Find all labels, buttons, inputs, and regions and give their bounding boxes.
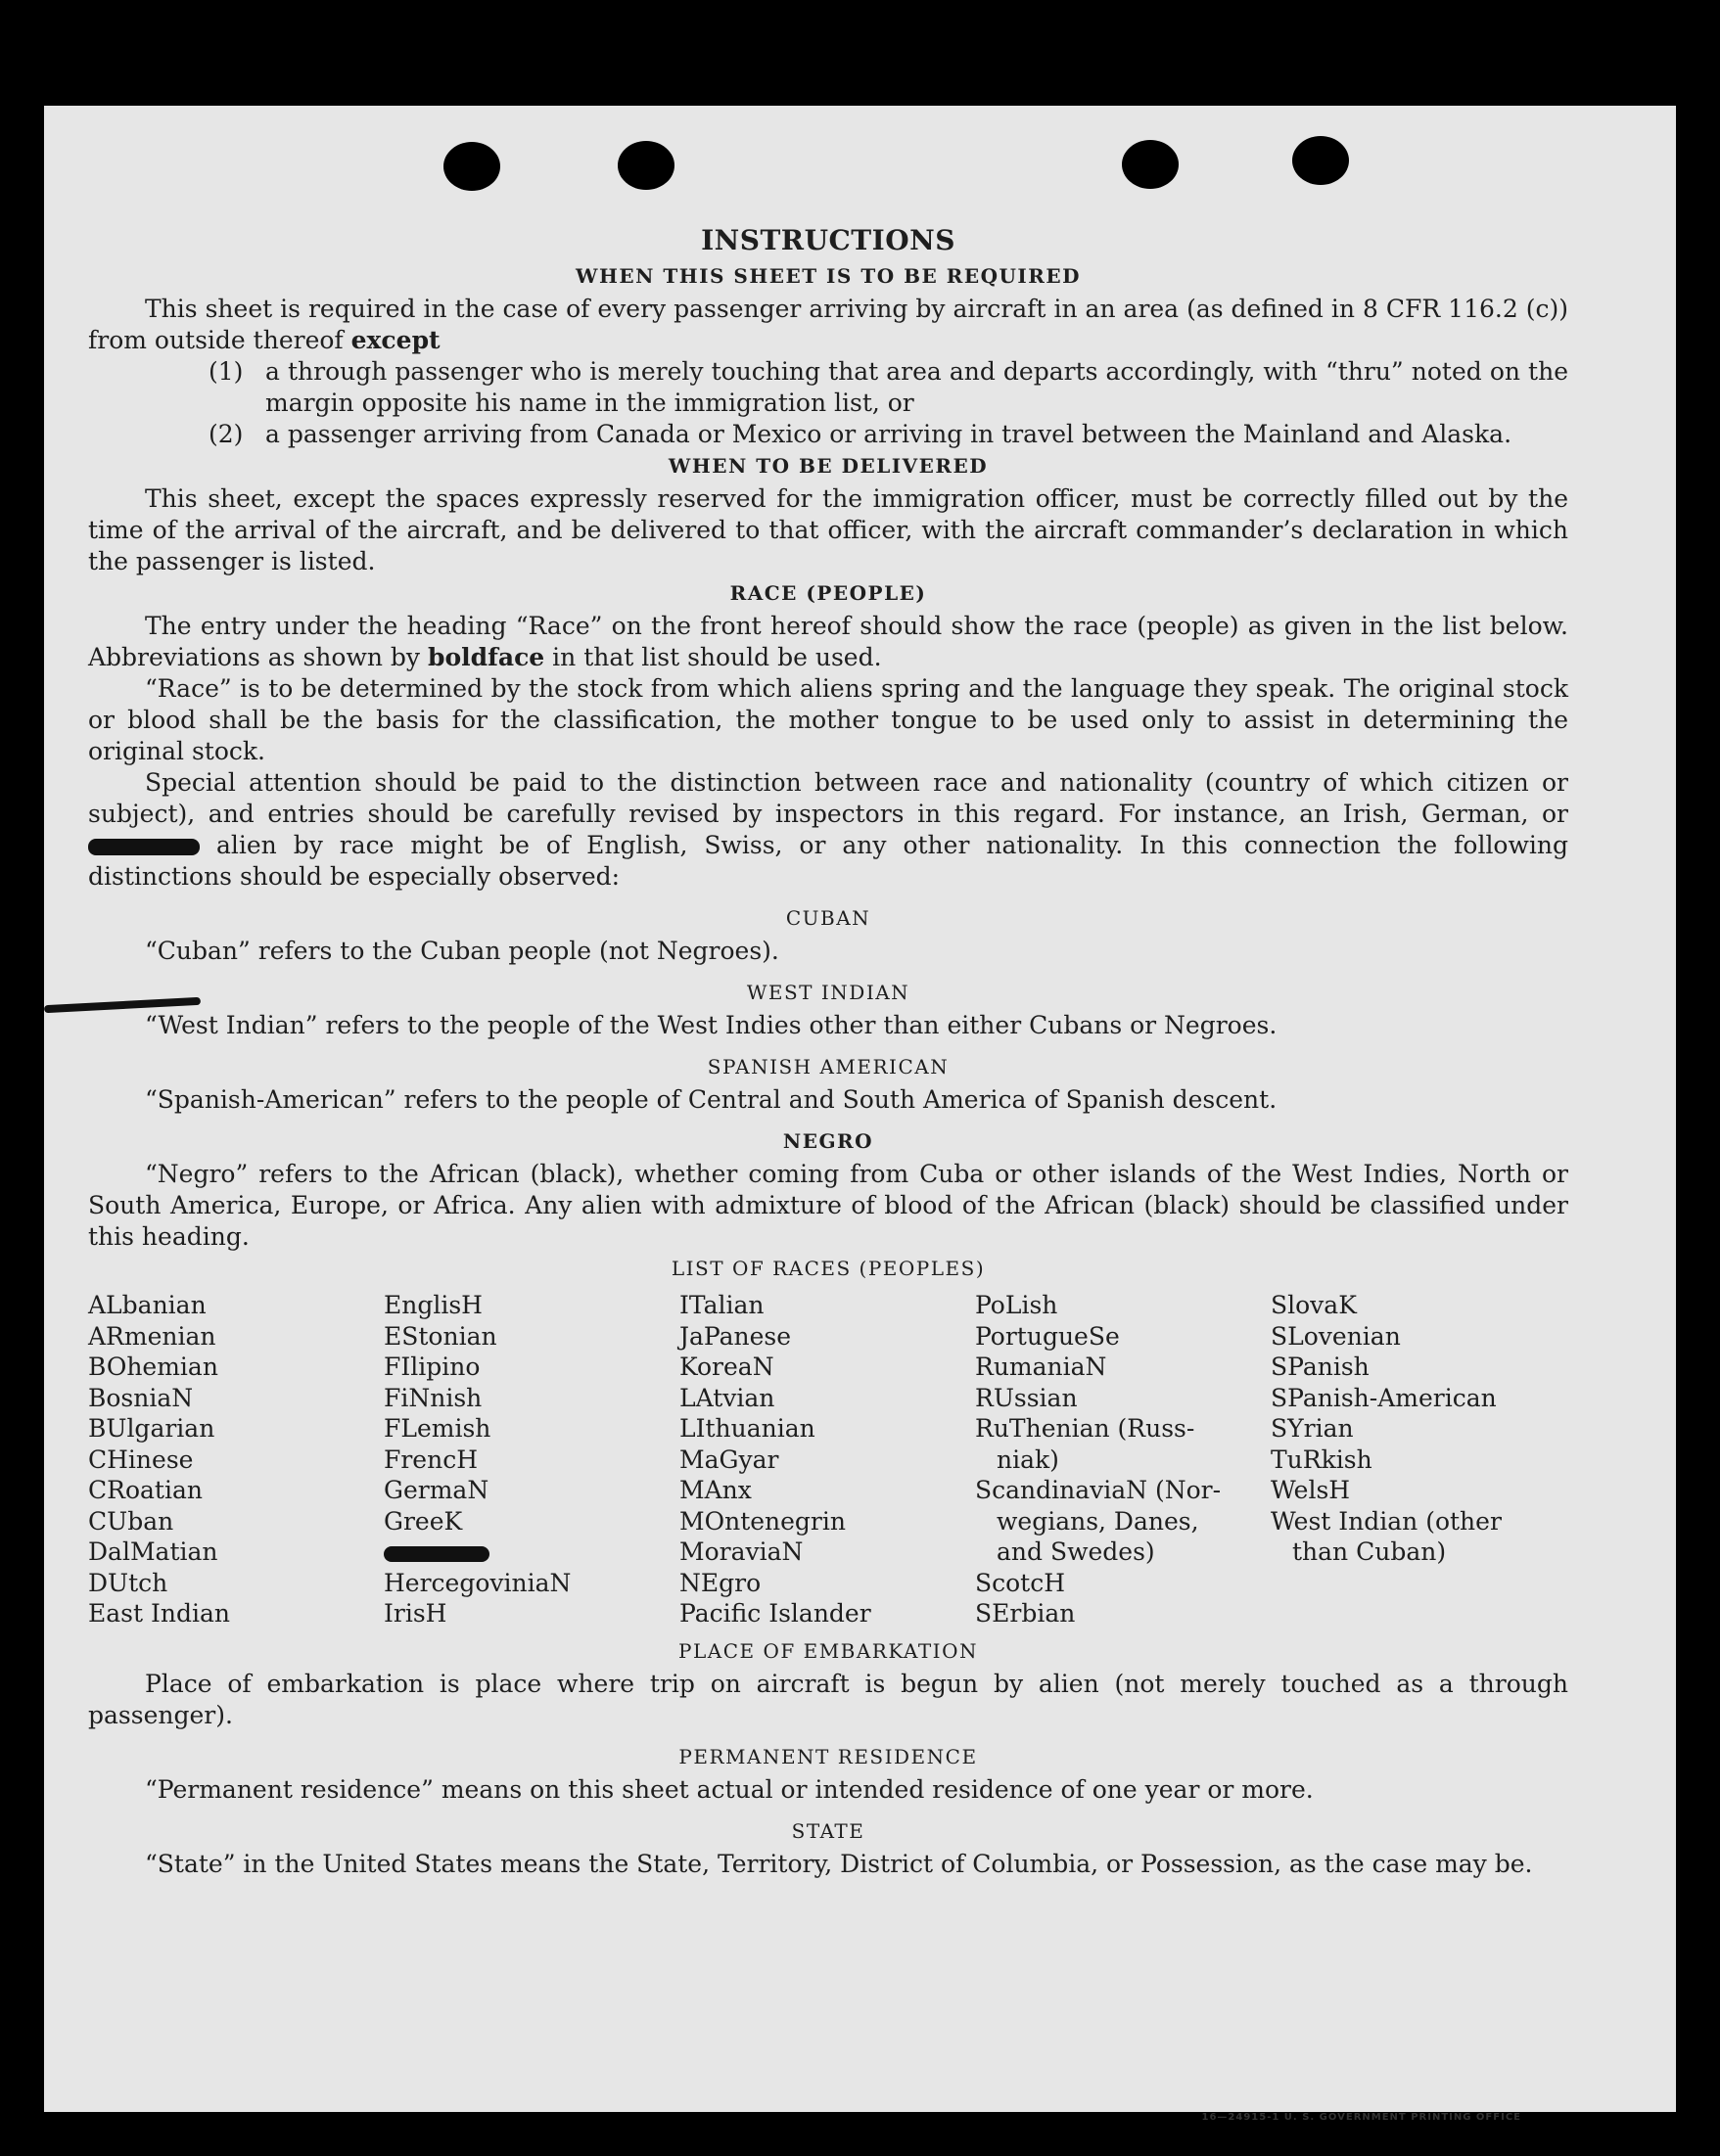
section-heading: STATE — [791, 1818, 865, 1843]
race-column — [679, 1290, 975, 1629]
paragraph — [88, 294, 1568, 356]
section-heading: WHEN TO BE DELIVERED — [668, 454, 989, 478]
list-item: WelsH — [1271, 1476, 1351, 1504]
list-item: SlovaK — [1271, 1291, 1357, 1319]
list-item: MAnx — [679, 1476, 752, 1504]
section-heading: NEGRO — [782, 1129, 874, 1153]
paragraph-text: The entry under the heading “Race” on the front hereof should show the race (people) as given in the list below. Abbreviations as shown by — [88, 612, 1568, 671]
list-item: RuThenian (Russ- — [975, 1414, 1195, 1443]
punch-hole — [1122, 140, 1179, 189]
paragraph: “Permanent residence” means on this sheet actual or intended residence of one year or more. — [145, 1774, 1314, 1804]
list-item: SErbian — [975, 1599, 1076, 1628]
paragraph: Place of embarkation is place where trip on aircraft is begun by alien (not merely touched as a through passenger). — [88, 1669, 1568, 1729]
printer-imprint: 16—24915-1 U. S. GOVERNMENT PRINTING OFFICE — [1201, 2112, 1521, 2123]
list-item-redacted — [384, 1537, 679, 1568]
list-item: LIthuanian — [679, 1414, 815, 1443]
paragraph-text: This sheet is required in the case of every passenger arriving by aircraft in an area (as defined in 8 CFR 116.2 (c)) from outside thereof — [88, 295, 1568, 354]
list-item: JaPanese — [679, 1321, 792, 1351]
list-item: FLemish — [384, 1414, 491, 1443]
list-item: FrencH — [384, 1445, 478, 1474]
list-item: FiNnish — [384, 1383, 483, 1412]
list-item: MOntenegrin — [679, 1506, 846, 1536]
list-item: GermaN — [384, 1476, 489, 1504]
race-column — [1271, 1290, 1566, 1629]
paragraph — [88, 611, 1568, 673]
list-item: DalMatian — [88, 1537, 218, 1566]
list-item: ARmenian — [88, 1321, 216, 1351]
item-number: (2) — [209, 420, 244, 448]
race-column — [88, 1290, 384, 1629]
list-item: KoreaN — [679, 1353, 774, 1381]
paragraph: “Cuban” refers to the Cuban people (not Negroes). — [145, 937, 779, 965]
list-item: HercegoviniaN — [384, 1568, 572, 1597]
list-item: SPanish-American — [1271, 1383, 1497, 1412]
list-item — [209, 356, 1568, 419]
section-heading: WHEN THIS SHEET IS TO BE REQUIRED — [576, 264, 1081, 288]
race-list — [88, 1290, 1568, 1629]
list-item: MoraviaN — [679, 1537, 804, 1566]
list-item: CUban — [88, 1506, 174, 1536]
list-item: BOhemian — [88, 1353, 218, 1381]
paragraph-text: Special attention should be paid to the distinction between race and nationality (country of which citizen or subject), and entries should be carefully revised by inspectors in this regard. For instance, an Irish, German, or — [88, 768, 1568, 828]
paragraph — [88, 767, 1568, 893]
redaction-mark — [384, 1546, 489, 1562]
punch-hole — [1292, 136, 1349, 185]
paragraph-text: in that list should be used. — [552, 643, 882, 671]
race-column — [975, 1290, 1271, 1629]
list-item: ITalian — [679, 1291, 765, 1319]
paragraph: “Negro” refers to the African (black), whether coming from Cuba or other islands of the West Indies, North or South America, Europe, or Africa. Any alien with admixture of blood of the African (black) should be classified under this heading. — [88, 1160, 1568, 1251]
paragraph: “West Indian” refers to the people of the West Indies other than either Cubans or Negroes. — [145, 1011, 1278, 1039]
list-item: wegians, Danes, — [997, 1506, 1199, 1536]
list-item: GreeK — [384, 1506, 463, 1536]
paragraph-text: alien by race might be of English, Swiss, or any other nationality. In this connection the following distinctions should be especially observed: — [88, 831, 1568, 891]
section-heading: RACE (PEOPLE) — [729, 581, 927, 605]
list-item: BUlgarian — [88, 1414, 215, 1443]
section-heading: CUBAN — [785, 906, 871, 930]
redaction-mark — [88, 839, 200, 855]
list-item: MaGyar — [679, 1445, 779, 1474]
list-item: West Indian (other — [1271, 1506, 1502, 1536]
paragraph: “Race” is to be determined by the stock from which aliens spring and the language they speak. The original stock or blood shall be the basis for the classification, the mother tongue to be used only to assist in determining the original stock. — [88, 674, 1568, 765]
list-item: EnglisH — [384, 1291, 483, 1319]
list-item: RumaniaN — [975, 1353, 1107, 1381]
list-item: TuRkish — [1271, 1445, 1372, 1474]
list-item: PoLish — [975, 1291, 1058, 1319]
list-item: NEgro — [679, 1568, 762, 1597]
paragraph: “State” in the United States means the State, Territory, District of Columbia, or Possession, as the case may be. — [145, 1849, 1533, 1878]
list-item: IrisH — [384, 1599, 447, 1628]
section-heading: PLACE OF EMBARKATION — [678, 1638, 978, 1663]
page-title: INSTRUCTIONS — [701, 224, 955, 256]
item-number: (1) — [209, 357, 244, 386]
list-item: ALbanian — [88, 1291, 207, 1319]
list-item: LAtvian — [679, 1383, 775, 1412]
document-sheet — [44, 106, 1676, 2123]
list-item: SPanish — [1271, 1353, 1370, 1381]
list-item: FIlipino — [384, 1353, 481, 1381]
list-item: CRoatian — [88, 1476, 203, 1504]
race-column — [384, 1290, 679, 1629]
section-heading: PERMANENT RESIDENCE — [678, 1744, 978, 1768]
list-item: SLovenian — [1271, 1321, 1401, 1351]
list-item: East Indian — [88, 1599, 230, 1628]
list-item — [209, 419, 1568, 450]
list-item: RUssian — [975, 1383, 1078, 1412]
list-item: ScandinaviaN (Nor- — [975, 1476, 1222, 1504]
instructions-content — [88, 223, 1568, 1880]
bold-text: except — [350, 326, 441, 354]
list-item: PortugueSe — [975, 1321, 1120, 1351]
section-heading: LIST OF RACES (PEOPLES) — [671, 1257, 986, 1280]
punch-hole — [618, 141, 674, 190]
list-item: BosniaN — [88, 1383, 194, 1412]
list-item: SYrian — [1271, 1414, 1354, 1443]
list-item: DUtch — [88, 1568, 168, 1597]
paragraph: “Spanish-American” refers to the people of Central and South America of Spanish descent. — [145, 1085, 1278, 1114]
item-text: a passenger arriving from Canada or Mexico or arriving in travel between the Mainland and Alaska. — [265, 420, 1512, 448]
punch-hole — [443, 142, 500, 191]
list-item: niak) — [997, 1445, 1059, 1474]
list-item: ScotcH — [975, 1568, 1066, 1597]
section-heading: SPANISH AMERICAN — [707, 1055, 950, 1078]
paragraph: This sheet, except the spaces expressly reserved for the immigration officer, must be correctly filled out by the time of the arrival of the aircraft, and be delivered to that officer, with the aircraft commander’s declaration in which the passenger is listed. — [88, 484, 1568, 575]
list-item: EStonian — [384, 1321, 497, 1351]
item-text: a through passenger who is merely touching that area and departs accordingly, with “thru” noted on the margin opposite his name in the immigration list, or — [265, 357, 1568, 417]
list-item: CHinese — [88, 1445, 194, 1474]
section-heading: WEST INDIAN — [746, 981, 910, 1004]
list-item: and Swedes) — [997, 1537, 1155, 1566]
list-item: Pacific Islander — [679, 1599, 871, 1628]
bold-text: boldface — [428, 643, 545, 671]
list-item: than Cuban) — [1292, 1537, 1447, 1566]
